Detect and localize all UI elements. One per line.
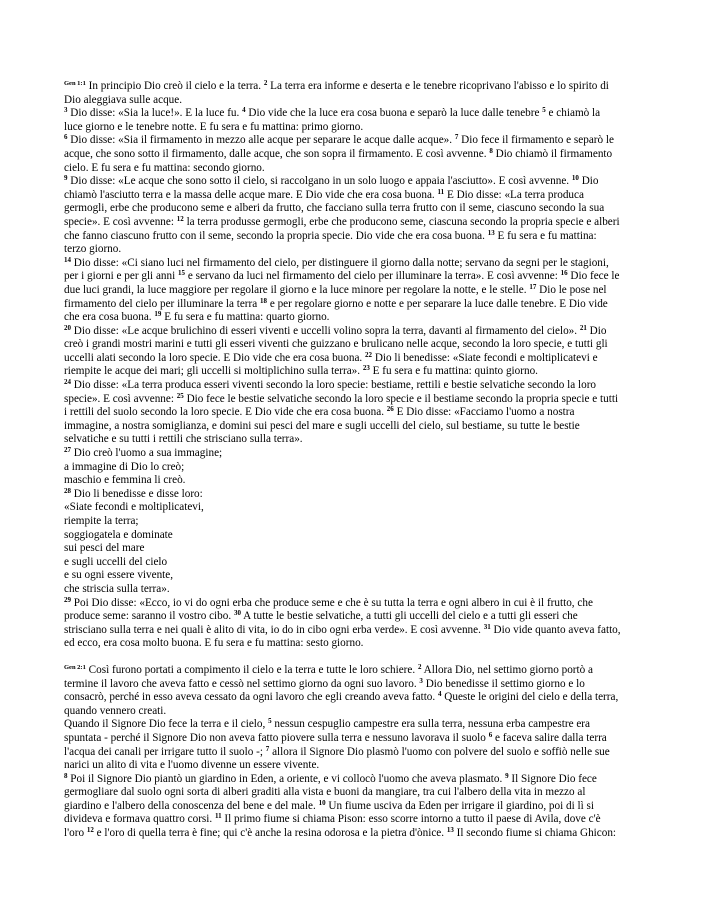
verse-text: selvatiche e su tutti i rettili che strisciano sulla terra».: [64, 433, 303, 446]
verse-text: Dio chiamò il firmamento: [492, 147, 613, 160]
verse-number: 14: [64, 255, 71, 264]
verse-text: Il Signore Dio fece: [508, 772, 597, 785]
verse-text: Dio creò l'uomo a sua immagine;: [71, 447, 223, 460]
text-line: [64, 365, 662, 379]
verse-text: a immagine di Dio lo creò;: [64, 460, 185, 473]
verse-text: Queste le origini del cielo e della terra,: [441, 691, 619, 704]
text-line: [64, 393, 662, 407]
verse-text: Dio disse: «Ci siano luci nel firmamento del cielo, per distinguere il giorno dalla notte; servano da segni per le stagioni,: [71, 256, 609, 269]
text-line: [64, 216, 662, 230]
verse-number: 8: [489, 146, 493, 155]
verse-text: E Dio disse: «Facciamo l'uomo a nostra: [393, 406, 575, 419]
text-line: [64, 800, 662, 814]
verse-number: 4: [242, 106, 246, 115]
verse-text: Dio fece le bestie selvatiche secondo la loro specie e il bestiame secondo la propria specie e tutti: [183, 392, 619, 405]
verse-text: Dio benedisse il settimo giorno e lo: [422, 677, 585, 690]
verse-text: giardino e l'albero della conoscenza del bene e del male.: [64, 799, 319, 812]
verse-number: 17: [529, 282, 537, 291]
text-line: [64, 243, 662, 257]
verse-text: che fanno ciascuno frutto con il seme, secondo la propria specie. Dio vide che era cosa buona.: [64, 229, 488, 242]
verse-text: Dio disse: «Le acque brulichino di esseri viventi e uccelli volino sopra la terra, davanti al firmamento del cielo».: [71, 324, 580, 337]
verse-text: strisciano sulla terra e nei quali è alito di vita, io do in cibo ogni erba verde». E così avvenne.: [64, 623, 484, 636]
verse-text: maschio e femmina li creò.: [64, 474, 186, 487]
verse-text: narici un alito di vita e l'uomo divenne un essere vivente.: [64, 759, 320, 772]
text-line: [64, 691, 662, 705]
chapter-reference: Gen 1:1: [64, 80, 86, 87]
text-line: [64, 474, 662, 488]
text-line: [64, 121, 662, 135]
verse-text: l'acqua dei canali per irrigare tutto il suolo -;: [64, 745, 266, 758]
text-line: [64, 175, 662, 189]
verse-number: 10: [571, 174, 579, 183]
verse-number: 2: [417, 662, 422, 671]
verse-text: germogli, erbe che producono seme e alberi da frutto, che facciano sulla terra frutto con il seme, ciascuno secondo la sua: [64, 202, 605, 215]
text-line: [64, 420, 662, 434]
text-line: [64, 515, 662, 529]
verse-text: allora il Signore Dio plasmò l'uomo con polvere del suolo e soffiò nelle sue: [269, 745, 610, 758]
text-line: [64, 134, 662, 148]
verse-text: due luci grandi, la luce maggiore per regolare il giorno e la luce minore per regolare la notte, e le stelle.: [64, 283, 530, 296]
text-line: [64, 732, 662, 746]
text-line: [64, 827, 662, 841]
verse-number: 24: [64, 378, 71, 387]
verse-number: 3: [64, 106, 68, 115]
verse-text: Dio vide quanto aveva fatto,: [490, 623, 621, 636]
verse-text: l'oro: [64, 827, 87, 840]
text-line: [64, 270, 662, 284]
verse-text: specie». E così avvenne:: [64, 215, 177, 228]
verse-text: creò i grandi mostri marini e tutti gli esseri viventi che guizzano e brulicano nelle acque, secondo la loro specie, e tutti gli: [64, 338, 608, 351]
verse-text: acque, che sono sotto il firmamento, dalle acque, che son sopra il firmamento. E così avvenne.: [64, 147, 490, 160]
verse-text: In principio Dio creò il cielo e la terra.: [88, 80, 264, 92]
verse-text: Dio disse: «La terra produca esseri viventi secondo la loro specie: bestiame, rettili e bestie selvatiche secondo la loro: [71, 379, 597, 392]
verse-number: 19: [154, 310, 162, 319]
chapter-block: [64, 664, 662, 841]
verse-text: Dio vide che la luce era cosa buona e separò la luce dalle tenebre: [245, 107, 543, 120]
verse-text: produce seme: saranno il vostro cibo.: [64, 610, 234, 623]
text-line: [64, 80, 662, 94]
verse-text: e su ogni essere vivente,: [64, 569, 174, 582]
verse-text: e faceva salire dalla terra: [492, 731, 607, 744]
verse-text: riempite la terra;: [64, 515, 139, 527]
text-line: [64, 325, 662, 339]
text-line: [64, 447, 662, 461]
verse-number: 30: [233, 609, 241, 618]
verse-text: sui pesci del mare: [64, 542, 145, 555]
text-line: [64, 461, 662, 475]
verse-text: La terra era informe e deserta e le tenebre ricoprivano l'abisso e lo spirito di: [267, 80, 609, 92]
text-line: [64, 583, 662, 597]
text-line: [64, 556, 662, 570]
verse-text: Dio le pose nel: [536, 283, 607, 296]
text-line: [64, 759, 662, 773]
verse-number: 3: [419, 676, 423, 685]
text-line: [64, 298, 662, 312]
verse-text: riempite le acque dei mari; gli uccelli si moltiplichino sulla terra».: [64, 365, 363, 378]
verse-number: 8: [64, 771, 68, 780]
verse-text: specie». E così avvenne:: [64, 392, 177, 405]
verse-text: che era cosa buona.: [64, 311, 155, 324]
verse-text: E fu sera e fu mattina: quarto giorno.: [161, 311, 330, 324]
text-line: [64, 107, 662, 121]
verse-text: «Siate fecondi e moltiplicatevi,: [64, 501, 204, 514]
verse-text: termine il lavoro che aveva fatto e cessò nel settimo giorno da ogni suo lavoro.: [64, 677, 420, 690]
text-line: [64, 433, 662, 447]
chapter-block: [64, 80, 662, 651]
verse-number: 12: [176, 214, 184, 223]
verse-number: 7: [265, 744, 270, 753]
verse-text: chiamò l'asciutto terra e la massa delle acque mare. E Dio vide che era cosa buona.: [64, 188, 438, 201]
verse-text: germogliare dal suolo ogni sorta di alberi graditi alla vista e buoni da mangiare, tra cui l'albero della vita in mezzo al: [64, 786, 586, 799]
verse-text: Il secondo fiume si chiama Ghicon:: [453, 827, 617, 840]
verse-number: 11: [214, 812, 222, 821]
verse-text: soggiogatela e dominate: [64, 528, 173, 541]
verse-text: Dio disse: «Le acque che sono sotto il cielo, si raccolgano in un solo luogo e appaia l'asciutto». E così avvenne.: [67, 175, 572, 188]
text-line: [64, 664, 662, 678]
verse-number: 13: [487, 228, 495, 237]
verse-number: 7: [454, 133, 459, 142]
verse-text: nessun cespuglio campestre era sulla terra, nessuna erba campestre era: [271, 718, 590, 731]
text-line: [64, 813, 662, 827]
verse-text: Allora Dio, nel settimo giorno portò a: [421, 663, 593, 676]
verse-text: Dio li benedisse: «Siate fecondi e moltiplicatevi e: [372, 351, 598, 364]
text-line: [64, 230, 662, 244]
verse-text: uccelli alati secondo la loro specie. E Dio vide che era cosa buona.: [64, 351, 366, 364]
verse-number: 16: [560, 269, 568, 278]
verse-text: Poi Dio disse: «Ecco, io vi do ogni erba che produce seme e che è su tutta la terra e ogni albero in cui è il frutto, che: [71, 596, 593, 609]
verse-number: 10: [318, 798, 326, 807]
text-line: [64, 189, 662, 203]
verse-text: E fu sera e fu mattina:: [494, 229, 597, 242]
text-line: [64, 352, 662, 366]
verse-number: 13: [446, 826, 454, 835]
text-line: [64, 705, 662, 719]
verse-text: firmamento del cielo per illuminare la terra: [64, 297, 261, 310]
verse-text: e servano da luci nel firmamento del cielo per illuminare la terra». E così avvenne:: [185, 270, 561, 283]
verse-text: quando vennero creati.: [64, 704, 167, 717]
verse-number: 5: [268, 717, 272, 726]
verse-text: Dio disse: «Sia il firmamento in mezzo alle acque per separare le acque dalle acque».: [67, 134, 455, 147]
verse-text: immagine, a nostra somiglianza, e domini sui pesci del mare e sugli uccelli del cielo, sul bestiame, su tutte le bestie: [64, 419, 580, 432]
text-line: [64, 162, 662, 176]
verse-text: consacrò, perché in esso aveva cessato da ogni lavoro che egli creando aveva fatto.: [64, 691, 438, 704]
text-line: [64, 569, 662, 583]
verse-text: Poi il Signore Dio piantò un giardino in Eden, a oriente, e vi collocò l'uomo che aveva plasmato.: [67, 772, 506, 785]
verse-number: 26: [386, 405, 394, 414]
text-line: [64, 148, 662, 162]
verse-text: Dio fece il firmamento e separò le: [458, 134, 614, 147]
verse-number: 31: [483, 622, 491, 631]
text-line: [64, 637, 662, 651]
verse-text: Dio fece le: [567, 270, 620, 283]
verse-number: 29: [64, 595, 71, 604]
verse-text: Dio: [586, 324, 607, 337]
verse-text: Dio: [578, 175, 599, 188]
verse-text: Dio disse: «Sia la luce!». E la luce fu.: [67, 107, 243, 120]
verse-number: 21: [579, 323, 587, 332]
verse-text: Il primo fiume si chiama Pison: esso scorre intorno a tutto il paese di Avila, dove c'è: [221, 813, 601, 826]
text-line: [64, 597, 662, 611]
verse-text: Dio li benedisse e disse loro:: [71, 487, 203, 500]
verse-number: 20: [64, 323, 71, 332]
verse-number: 18: [260, 296, 268, 305]
verse-number: 15: [178, 269, 186, 278]
verse-text: la terra produsse germogli, erbe che producono seme, ciascuna secondo la propria specie e alberi: [183, 215, 620, 228]
verse-number: 27: [64, 446, 71, 455]
verse-text: terzo giorno.: [64, 243, 122, 256]
verse-text: per i giorni e per gli anni: [64, 270, 179, 283]
text-line: [64, 284, 662, 298]
verse-text: spuntata - perché il Signore Dio non aveva fatto piovere sulla terra e nessuno lavorava il suolo: [64, 731, 489, 744]
verse-number: 6: [488, 730, 493, 739]
verse-number: 4: [438, 690, 442, 699]
verse-text: Quando il Signore Dio fece la terra e il cielo,: [64, 718, 269, 731]
verse-number: 25: [176, 391, 184, 400]
verse-text: luce giorno e le tenebre notte. E fu sera e fu mattina: primo giorno.: [64, 120, 364, 133]
verse-text: i rettili del suolo secondo la loro specie. E Dio vide che era cosa buona.: [64, 406, 387, 419]
verse-text: e sugli uccelli del cielo: [64, 555, 168, 568]
document-page: [64, 80, 662, 841]
verse-text: Così furono portati a compimento il cielo e la terra e tutte le loro schiere.: [88, 663, 418, 676]
verse-text: e l'oro di quella terra è fine; qui c'è anche la resina odorosa e la pietra d'ònice.: [93, 827, 447, 840]
text-line: [64, 746, 662, 760]
verse-text: E Dio disse: «La terra produca: [444, 188, 584, 201]
text-line: [64, 501, 662, 515]
verse-text: ed ecco, era cosa molto buona. E fu sera e fu mattina: sesto giorno.: [64, 637, 364, 650]
verse-number: 11: [437, 187, 445, 196]
verse-number: 2: [263, 79, 268, 87]
verse-text: E fu sera e fu mattina: quinto giorno.: [369, 365, 538, 378]
verse-number: 23: [362, 364, 370, 373]
verse-text: e per regolare giorno e notte e per separare la luce dalle tenebre. E Dio vide: [267, 297, 608, 310]
text-line: [64, 610, 662, 624]
verse-number: 22: [365, 350, 373, 359]
verse-number: 28: [64, 486, 71, 495]
verse-number: 9: [505, 771, 509, 780]
text-line: [64, 542, 662, 556]
text-line: [64, 718, 662, 732]
verse-number: 9: [64, 174, 68, 183]
text-line: [64, 257, 662, 271]
verse-number: 5: [542, 106, 546, 115]
text-line: [64, 624, 662, 638]
text-line: [64, 202, 662, 216]
text-line: [64, 786, 662, 800]
text-line: [64, 488, 662, 502]
verse-text: Un fiume usciva da Eden per irrigare il giardino, poi di lì si: [325, 799, 594, 812]
verse-text: e chiamò la: [545, 107, 601, 120]
verse-number: 6: [64, 133, 68, 142]
verse-text: divideva e formava quattro corsi.: [64, 813, 215, 826]
text-line: [64, 311, 662, 325]
verse-text: A tutte le bestie selvatiche, a tutti gli uccelli del cielo e a tutti gli esseri che: [240, 610, 578, 623]
verse-text: Dio aleggiava sulle acque.: [64, 93, 183, 106]
text-line: [64, 338, 662, 352]
text-line: [64, 773, 662, 787]
text-line: [64, 529, 662, 543]
chapter-reference: Gen 2:1: [64, 663, 86, 671]
verse-text: che striscia sulla terra».: [64, 582, 170, 595]
verse-number: 12: [86, 826, 94, 835]
verse-text: cielo. E fu sera e fu mattina: secondo giorno.: [64, 161, 265, 174]
text-line: [64, 406, 662, 420]
text-line: [64, 678, 662, 692]
text-line: [64, 379, 662, 393]
document-body: [64, 80, 662, 841]
text-line: [64, 94, 662, 108]
